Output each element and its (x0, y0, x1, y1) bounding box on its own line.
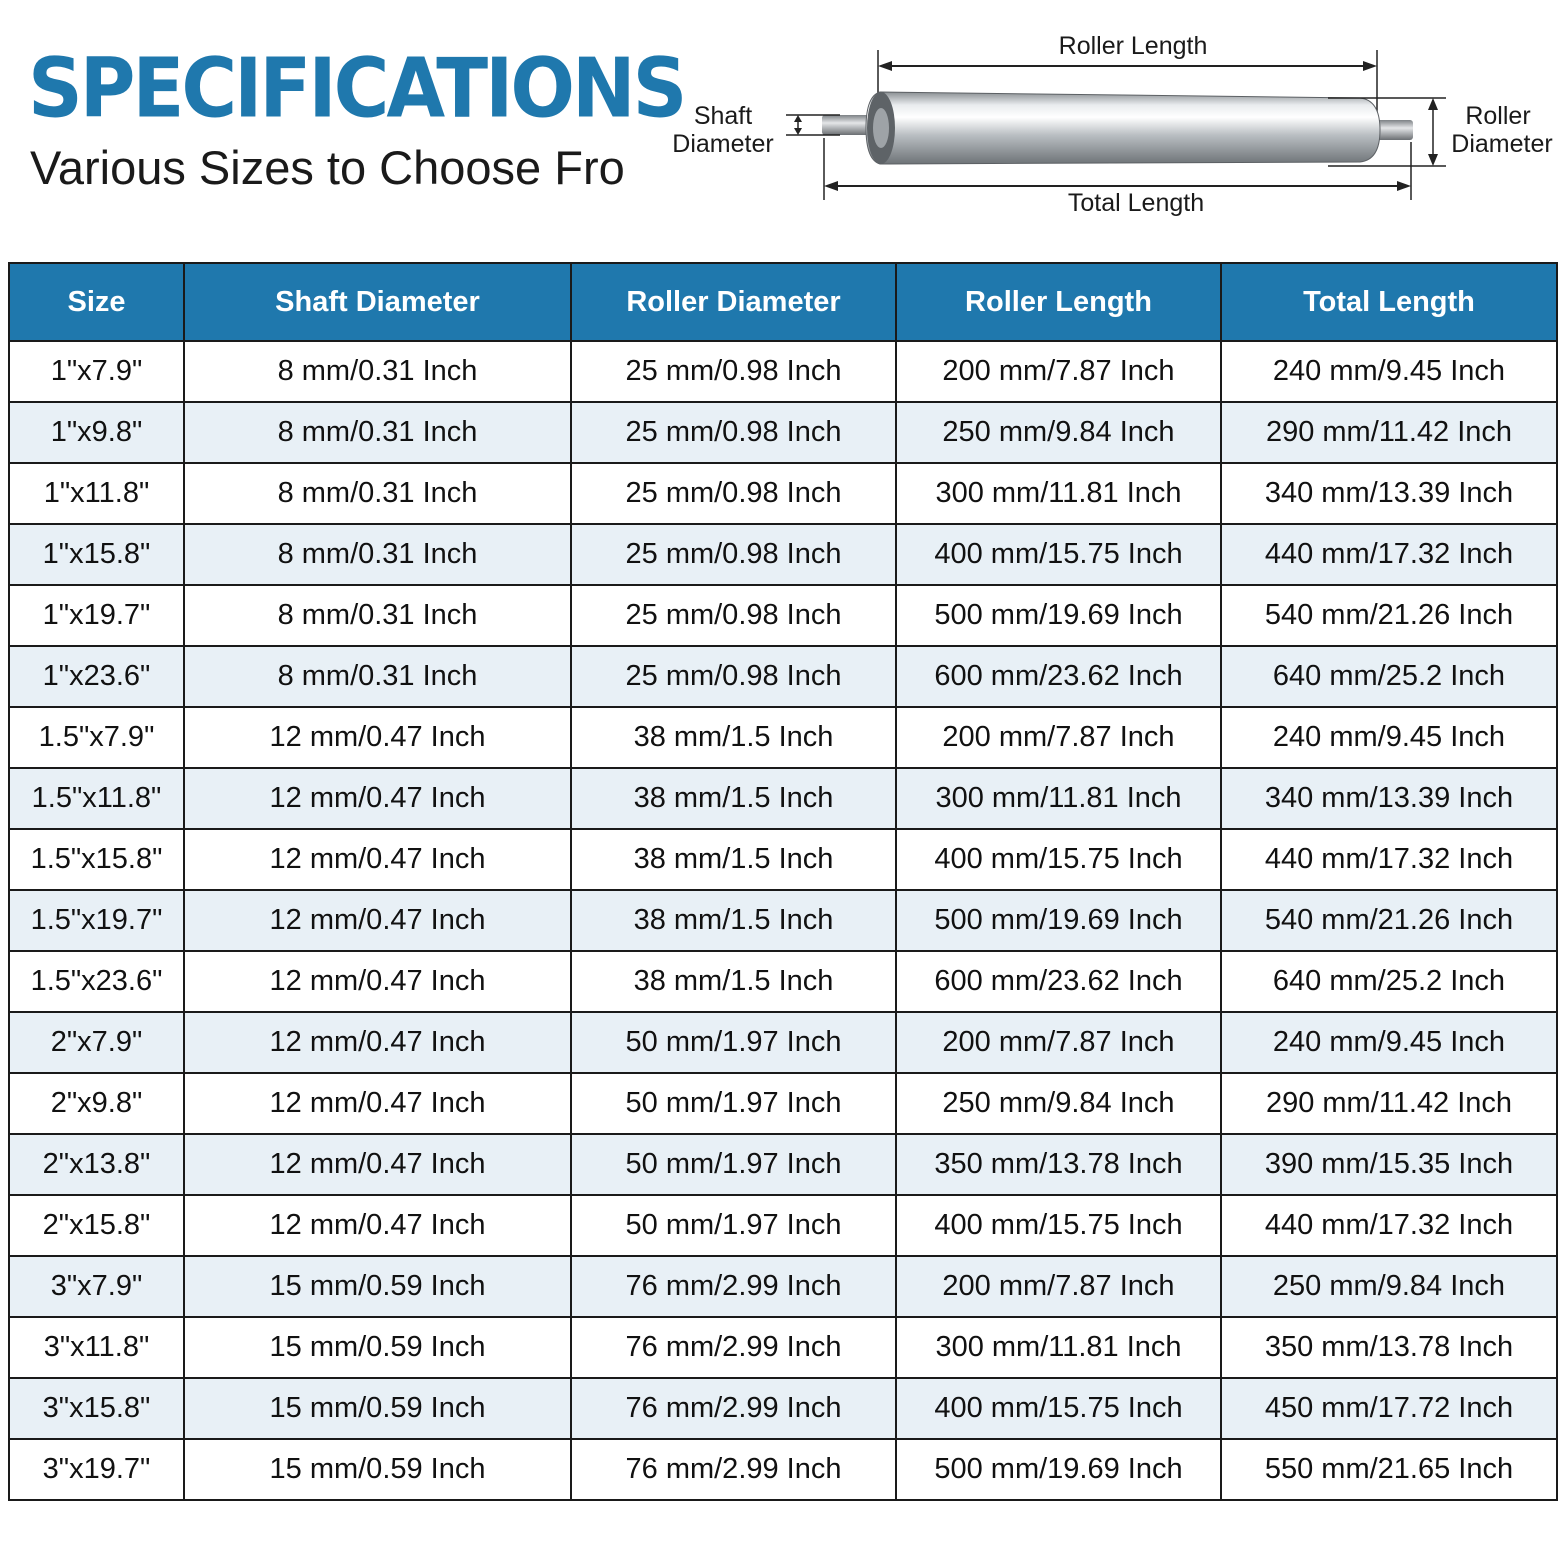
cell-total-length: 390 mm/15.35 Inch (1221, 1134, 1557, 1195)
cell-size: 1.5"x19.7" (9, 890, 184, 951)
table-row (9, 646, 1557, 707)
cell-roller-diameter: 76 mm/2.99 Inch (571, 1378, 896, 1439)
cell-total-length: 540 mm/21.26 Inch (1221, 890, 1557, 951)
cell-total-length: 450 mm/17.72 Inch (1221, 1378, 1557, 1439)
table-row (9, 1378, 1557, 1439)
table-row (9, 341, 1557, 402)
table-row (9, 1012, 1557, 1073)
cell-roller-diameter: 76 mm/2.99 Inch (571, 1256, 896, 1317)
cell-total-length: 640 mm/25.2 Inch (1221, 646, 1557, 707)
cell-total-length: 350 mm/13.78 Inch (1221, 1317, 1557, 1378)
cell-roller-length: 300 mm/11.81 Inch (896, 1317, 1221, 1378)
cell-size: 1"x15.8" (9, 524, 184, 585)
cell-roller-length: 250 mm/9.84 Inch (896, 402, 1221, 463)
cell-roller-length: 600 mm/23.62 Inch (896, 646, 1221, 707)
table-row (9, 402, 1557, 463)
page-title: SPECIFICATIONS (28, 40, 685, 137)
cell-size: 1"x11.8" (9, 463, 184, 524)
cell-total-length: 290 mm/11.42 Inch (1221, 1073, 1557, 1134)
cell-roller-diameter: 38 mm/1.5 Inch (571, 768, 896, 829)
cell-roller-length: 500 mm/19.69 Inch (896, 890, 1221, 951)
cell-size: 1"x19.7" (9, 585, 184, 646)
cell-shaft-diameter: 8 mm/0.31 Inch (184, 341, 571, 402)
cell-size: 3"x11.8" (9, 1317, 184, 1378)
cell-shaft-diameter: 12 mm/0.47 Inch (184, 1012, 571, 1073)
table-row (9, 463, 1557, 524)
cell-shaft-diameter: 12 mm/0.47 Inch (184, 707, 571, 768)
cell-shaft-diameter: 15 mm/0.59 Inch (184, 1317, 571, 1378)
cell-roller-length: 200 mm/7.87 Inch (896, 707, 1221, 768)
left-shaft (822, 115, 872, 135)
cell-size: 1"x9.8" (9, 402, 184, 463)
cell-roller-diameter: 76 mm/2.99 Inch (571, 1439, 896, 1500)
cell-roller-length: 400 mm/15.75 Inch (896, 829, 1221, 890)
cell-roller-diameter: 38 mm/1.5 Inch (571, 707, 896, 768)
roller-illustration (640, 20, 1564, 240)
cell-total-length: 240 mm/9.45 Inch (1221, 1012, 1557, 1073)
cell-roller-length: 200 mm/7.87 Inch (896, 341, 1221, 402)
cell-roller-diameter: 50 mm/1.97 Inch (571, 1195, 896, 1256)
roller-diagram (640, 20, 1564, 240)
cell-total-length: 340 mm/13.39 Inch (1221, 768, 1557, 829)
cell-roller-diameter: 25 mm/0.98 Inch (571, 463, 896, 524)
cell-roller-diameter: 38 mm/1.5 Inch (571, 951, 896, 1012)
cell-shaft-diameter: 8 mm/0.31 Inch (184, 463, 571, 524)
cell-total-length: 250 mm/9.84 Inch (1221, 1256, 1557, 1317)
cell-total-length: 640 mm/25.2 Inch (1221, 951, 1557, 1012)
total-length-label: Total Length (1067, 189, 1205, 217)
roller-diameter-label-1: Roller (1465, 102, 1531, 130)
cell-size: 3"x7.9" (9, 1256, 184, 1317)
cell-size: 1.5"x15.8" (9, 829, 184, 890)
table-row (9, 524, 1557, 585)
header-total-length: Total Length (1221, 263, 1557, 341)
cell-size: 2"x15.8" (9, 1195, 184, 1256)
cell-roller-length: 400 mm/15.75 Inch (896, 1378, 1221, 1439)
cell-roller-length: 500 mm/19.69 Inch (896, 585, 1221, 646)
table-body (9, 341, 1557, 1500)
cell-shaft-diameter: 8 mm/0.31 Inch (184, 402, 571, 463)
cell-size: 1"x23.6" (9, 646, 184, 707)
cell-total-length: 440 mm/17.32 Inch (1221, 829, 1557, 890)
cell-roller-length: 250 mm/9.84 Inch (896, 1073, 1221, 1134)
specifications-table (8, 262, 1558, 1501)
table-row (9, 585, 1557, 646)
cell-total-length: 340 mm/13.39 Inch (1221, 463, 1557, 524)
cell-roller-diameter: 38 mm/1.5 Inch (571, 890, 896, 951)
cell-shaft-diameter: 8 mm/0.31 Inch (184, 646, 571, 707)
cell-total-length: 440 mm/17.32 Inch (1221, 524, 1557, 585)
cell-shaft-diameter: 12 mm/0.47 Inch (184, 890, 571, 951)
cell-shaft-diameter: 12 mm/0.47 Inch (184, 1134, 571, 1195)
table-header-row (9, 263, 1557, 341)
cell-roller-diameter: 50 mm/1.97 Inch (571, 1012, 896, 1073)
cell-size: 1.5"x11.8" (9, 768, 184, 829)
cell-total-length: 290 mm/11.42 Inch (1221, 402, 1557, 463)
cell-roller-length: 600 mm/23.62 Inch (896, 951, 1221, 1012)
cell-roller-length: 300 mm/11.81 Inch (896, 463, 1221, 524)
table-row (9, 1317, 1557, 1378)
cell-total-length: 550 mm/21.65 Inch (1221, 1439, 1557, 1500)
cell-roller-diameter: 50 mm/1.97 Inch (571, 1134, 896, 1195)
table-row (9, 829, 1557, 890)
cell-total-length: 440 mm/17.32 Inch (1221, 1195, 1557, 1256)
shaft-diameter-label-2: Diameter (672, 130, 774, 158)
cell-shaft-diameter: 8 mm/0.31 Inch (184, 585, 571, 646)
cell-total-length: 240 mm/9.45 Inch (1221, 707, 1557, 768)
cell-roller-diameter: 38 mm/1.5 Inch (571, 829, 896, 890)
right-shaft (1375, 120, 1413, 140)
cell-roller-diameter: 25 mm/0.98 Inch (571, 646, 896, 707)
cell-size: 2"x7.9" (9, 1012, 184, 1073)
cell-roller-length: 200 mm/7.87 Inch (896, 1012, 1221, 1073)
table-row (9, 1134, 1557, 1195)
table-row (9, 768, 1557, 829)
cell-shaft-diameter: 15 mm/0.59 Inch (184, 1439, 571, 1500)
cell-roller-length: 500 mm/19.69 Inch (896, 1439, 1221, 1500)
cell-size: 1.5"x23.6" (9, 951, 184, 1012)
cell-roller-length: 350 mm/13.78 Inch (896, 1134, 1221, 1195)
cell-shaft-diameter: 8 mm/0.31 Inch (184, 524, 571, 585)
header-shaft-diameter: Shaft Diameter (184, 263, 571, 341)
cell-shaft-diameter: 15 mm/0.59 Inch (184, 1378, 571, 1439)
cell-shaft-diameter: 12 mm/0.47 Inch (184, 1195, 571, 1256)
table-row (9, 951, 1557, 1012)
header-roller-length: Roller Length (896, 263, 1221, 341)
cell-roller-diameter: 76 mm/2.99 Inch (571, 1317, 896, 1378)
cell-size: 2"x13.8" (9, 1134, 184, 1195)
cell-roller-diameter: 25 mm/0.98 Inch (571, 585, 896, 646)
cell-roller-length: 400 mm/15.75 Inch (896, 1195, 1221, 1256)
cell-roller-length: 400 mm/15.75 Inch (896, 524, 1221, 585)
header-size: Size (9, 263, 184, 341)
header-roller-diameter: Roller Diameter (571, 263, 896, 341)
cell-shaft-diameter: 12 mm/0.47 Inch (184, 951, 571, 1012)
cell-roller-diameter: 25 mm/0.98 Inch (571, 402, 896, 463)
cell-shaft-diameter: 12 mm/0.47 Inch (184, 829, 571, 890)
cell-size: 3"x19.7" (9, 1439, 184, 1500)
cell-size: 1"x7.9" (9, 341, 184, 402)
cell-shaft-diameter: 15 mm/0.59 Inch (184, 1256, 571, 1317)
cell-total-length: 540 mm/21.26 Inch (1221, 585, 1557, 646)
roller-tube (866, 92, 1380, 164)
cell-shaft-diameter: 12 mm/0.47 Inch (184, 1073, 571, 1134)
cell-roller-diameter: 25 mm/0.98 Inch (571, 524, 896, 585)
cell-roller-length: 300 mm/11.81 Inch (896, 768, 1221, 829)
cell-shaft-diameter: 12 mm/0.47 Inch (184, 768, 571, 829)
table-row (9, 1439, 1557, 1500)
cell-size: 1.5"x7.9" (9, 707, 184, 768)
roller-length-label: Roller Length (1058, 32, 1208, 60)
table-row (9, 1195, 1557, 1256)
cell-total-length: 240 mm/9.45 Inch (1221, 341, 1557, 402)
cell-size: 3"x15.8" (9, 1378, 184, 1439)
cell-roller-diameter: 50 mm/1.97 Inch (571, 1073, 896, 1134)
shaft-diameter-label-1: Shaft (693, 102, 753, 130)
table-row (9, 1073, 1557, 1134)
table-row (9, 890, 1557, 951)
table-row (9, 707, 1557, 768)
cell-roller-length: 200 mm/7.87 Inch (896, 1256, 1221, 1317)
roller-diameter-label-2: Diameter (1451, 130, 1553, 158)
cell-roller-diameter: 25 mm/0.98 Inch (571, 341, 896, 402)
cell-size: 2"x9.8" (9, 1073, 184, 1134)
table-row (9, 1256, 1557, 1317)
page-subtitle: Various Sizes to Choose Fro (30, 141, 625, 194)
